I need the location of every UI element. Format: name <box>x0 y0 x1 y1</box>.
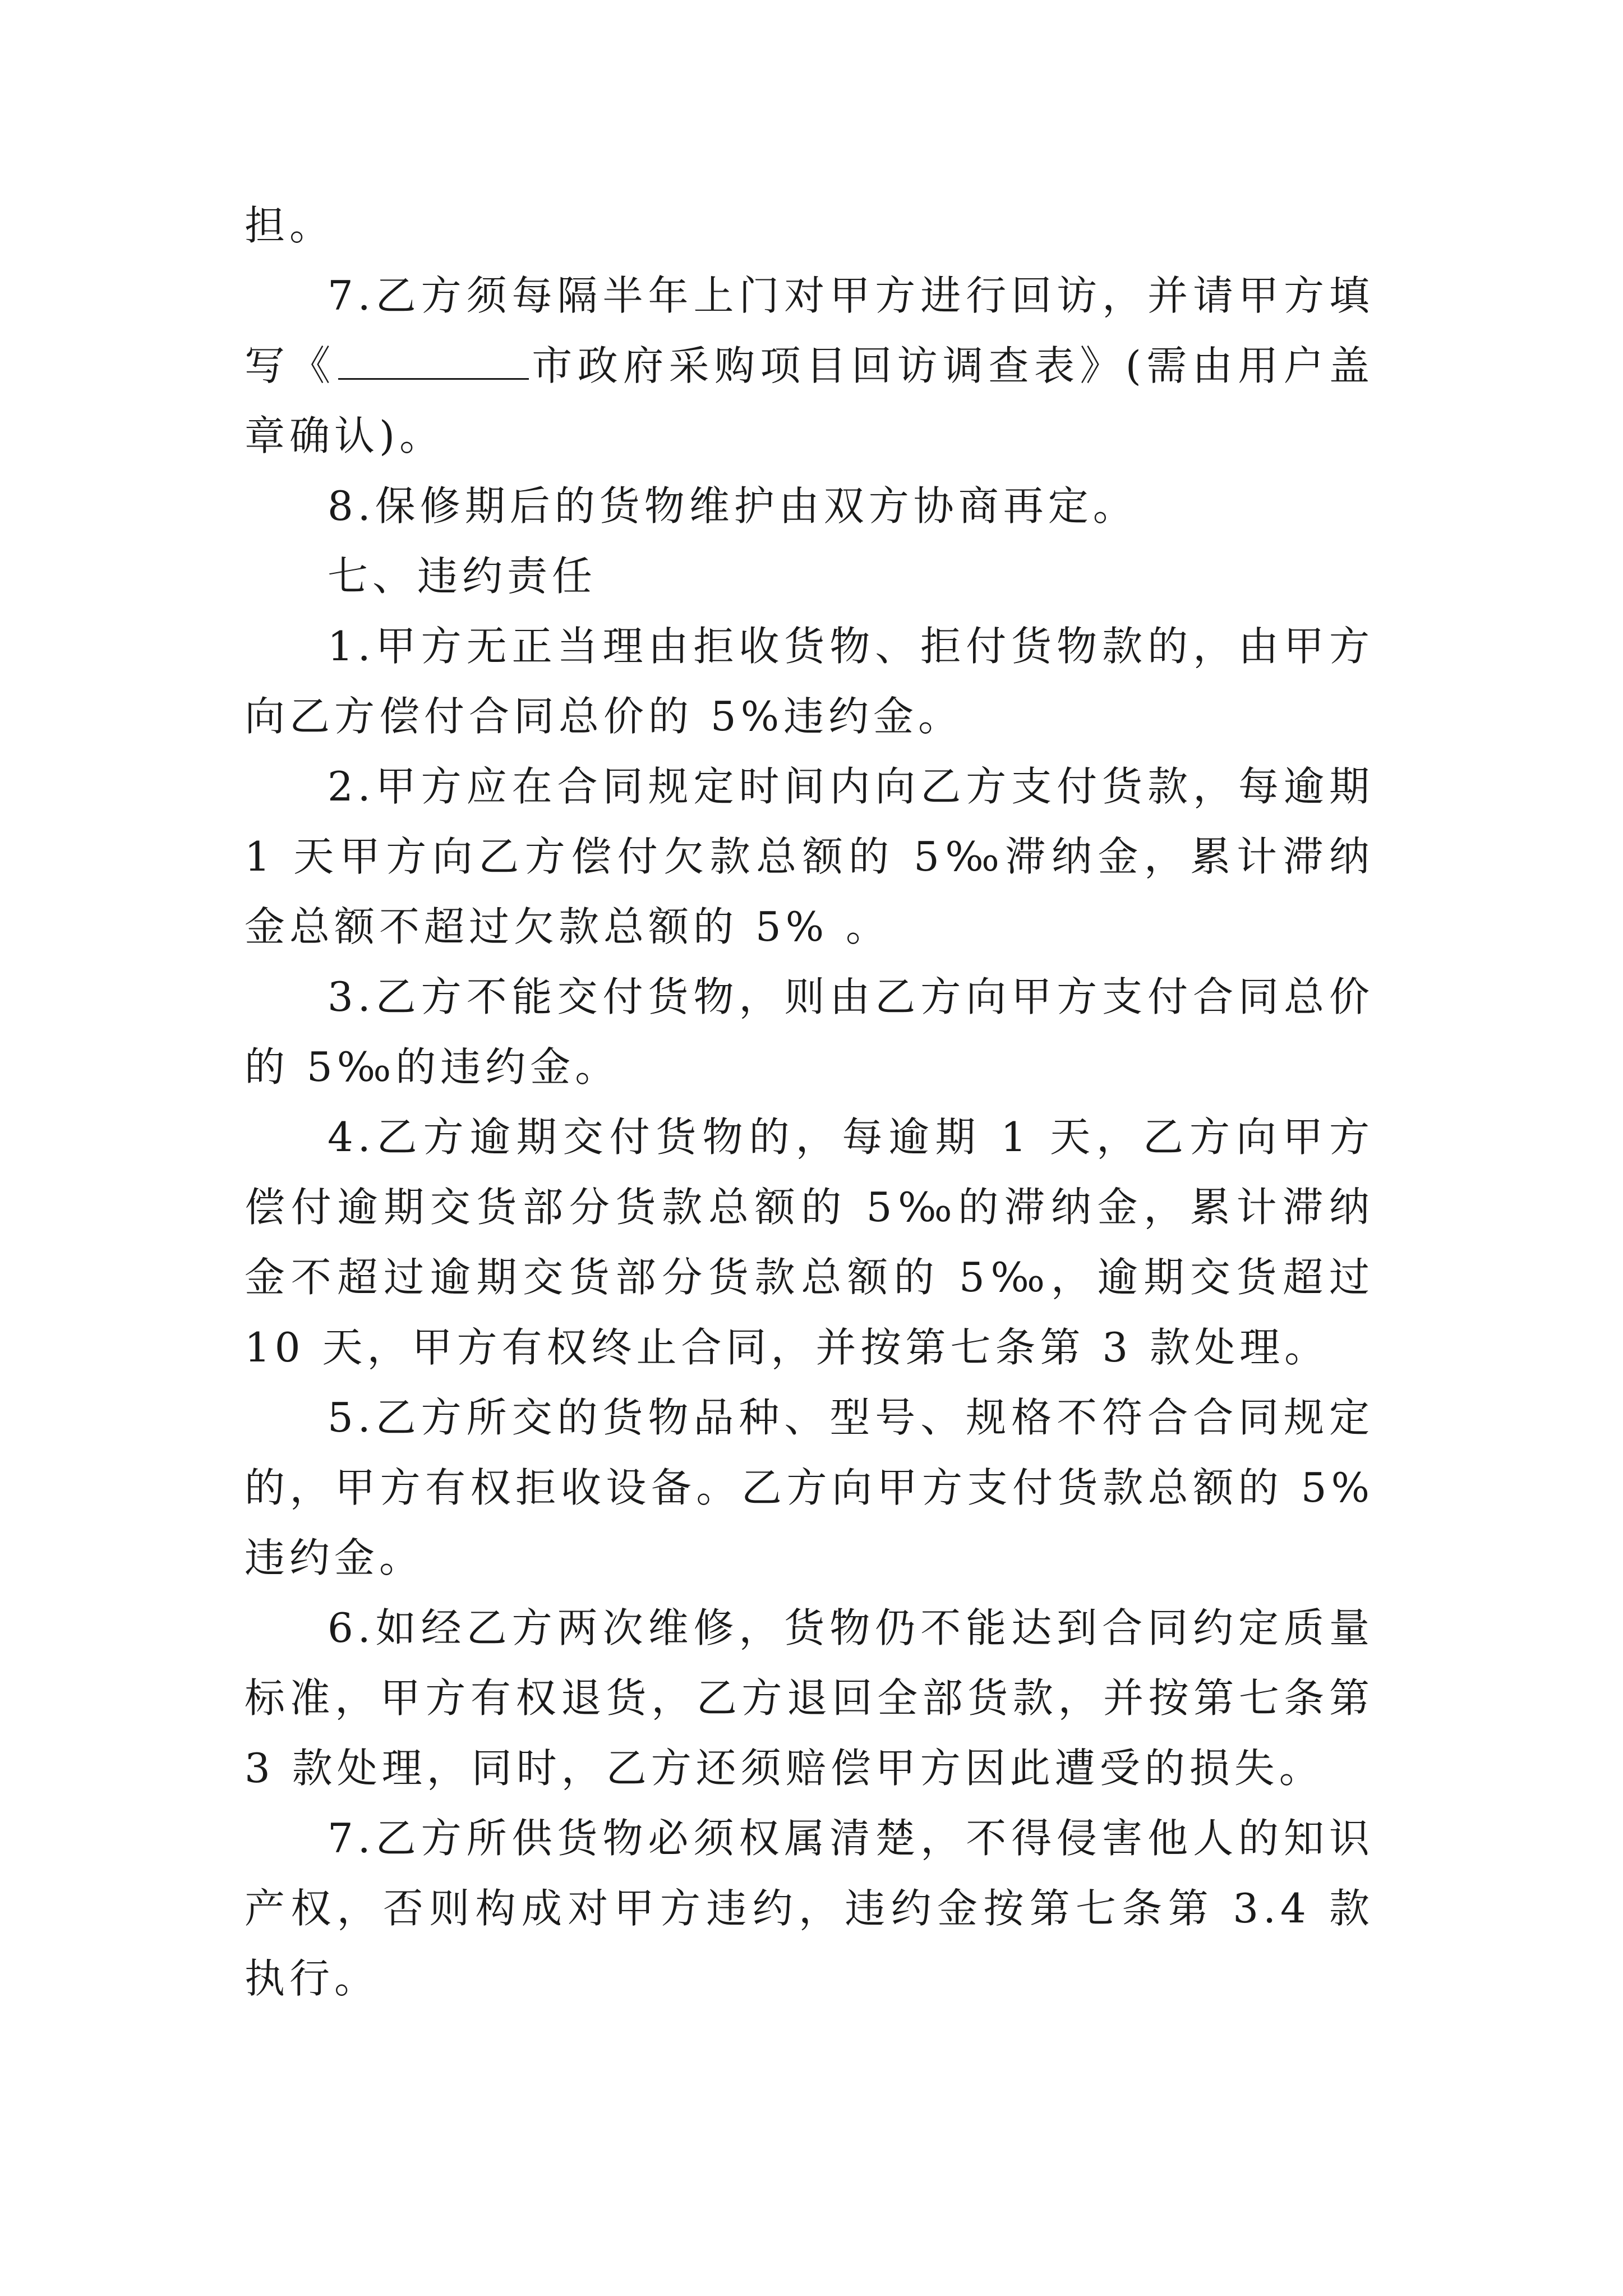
liability-item-6: 6.如经乙方两次维修，货物仍不能达到合同约定质量标准，甲方有权退货，乙方退回全部货款，并按第七条第 3 款处理，同时，乙方还须赔偿甲方因此遭受的损失。 <box>245 1604 1374 1792</box>
liability-item-3: 3.乙方不能交付货物，则由乙方向甲方支付合同总价的 5‰的违约金。 <box>245 973 1374 1091</box>
liability-item-7: 7.乙方所供货物必须权属清楚，不得侵害他人的知识产权，否则构成对甲方违约，违约金按第七条第 3.4 款执行。 <box>245 1815 1374 2002</box>
liability-item-5: 5.乙方所交的货物品种、型号、规格不符合合同规定的，甲方有权拒收设备。乙方向甲方支付货款总额的 5%违约金。 <box>245 1394 1374 1581</box>
paragraph-revisit-clause <box>245 261 1374 471</box>
liability-item-2: 2.甲方应在合同规定时间内向乙方支付货款，每逾期 1 天甲方向乙方偿付欠款总额的 5‰滞纳金，累计滞纳金总额不超过欠款总额的 5% 。 <box>245 763 1374 950</box>
paragraph-text-before-blank: 7.乙方须每隔半年上门对甲方进行回访，并请甲方填写《 <box>245 272 1374 389</box>
liability-item-4: 4.乙方逾期交付货物的，每逾期 1 天，乙方向甲方偿付逾期交货部分货款总额的 5‰的滞纳金，累计滞纳金不超过逾期交货部分货款总额的 5‰，逾期交货超过 10 天，甲方有权终止合同，并按第七条第 3 款处理。 <box>245 1114 1374 1371</box>
paragraph-text-after-blank: 市政府采购项目回访调查表》(需由用户盖章确认)。 <box>245 342 1374 459</box>
paragraph-continuation: 担。 <box>245 202 335 249</box>
fill-in-blank <box>338 344 529 380</box>
paragraph-maintenance-clause: 8.保修期后的货物维护由双方协商再定。 <box>328 482 1138 530</box>
section-heading-liability: 七、违约责任 <box>328 553 597 600</box>
document-body <box>245 191 1374 2014</box>
liability-item-1: 1.甲方无正当理由拒收货物、拒付货物款的，由甲方向乙方偿付合同总价的 5%违约金。 <box>245 623 1374 740</box>
